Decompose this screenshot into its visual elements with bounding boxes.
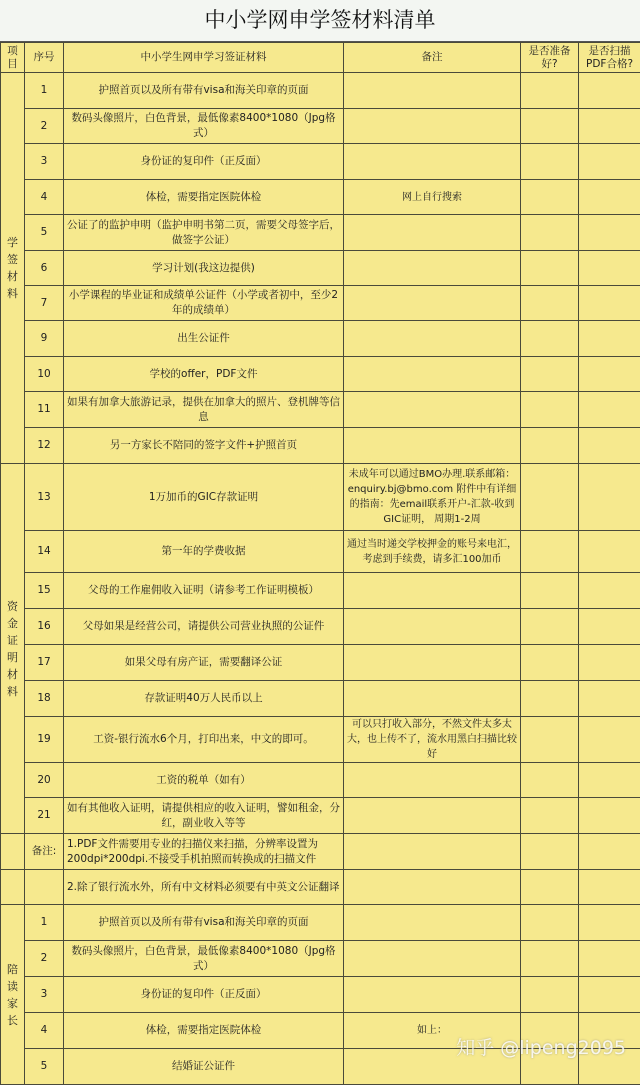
material-cell: 身份证的复印件（正反面） — [64, 144, 344, 180]
row-number: 4 — [25, 1013, 64, 1049]
note-cell — [344, 109, 521, 144]
row-number: 19 — [25, 717, 64, 763]
scanned-checkbox-cell[interactable] — [579, 109, 640, 144]
table-row — [1, 286, 640, 321]
header-category: 项目 — [1, 43, 25, 73]
empty-cell — [521, 834, 579, 870]
table-row — [1, 681, 640, 717]
scanned-checkbox-cell[interactable] — [579, 144, 640, 180]
row-number: 16 — [25, 609, 64, 645]
material-cell: 存款证明40万人民币以上 — [64, 681, 344, 717]
prepared-checkbox-cell[interactable] — [521, 941, 579, 977]
material-cell: 学校的offer，PDF文件 — [64, 357, 344, 392]
scanned-checkbox-cell[interactable] — [579, 215, 640, 251]
material-cell: 第一年的学费收据 — [64, 531, 344, 573]
header-scanned: 是否扫描PDF合格? — [579, 43, 640, 73]
note-cell — [344, 215, 521, 251]
row-number: 13 — [25, 464, 64, 531]
note-cell — [344, 144, 521, 180]
material-cell: 父母如果是经营公司，请提供公司营业执照的公证件 — [64, 609, 344, 645]
material-cell: 如果有加拿大旅游记录，提供在加拿大的照片、登机牌等信息 — [64, 392, 344, 428]
row-number: 20 — [25, 763, 64, 798]
prepared-checkbox-cell[interactable] — [521, 609, 579, 645]
note-cell: 网上自行搜索 — [344, 180, 521, 215]
table-row — [1, 321, 640, 357]
table-row — [1, 905, 640, 941]
empty-cell — [521, 870, 579, 905]
note-cell — [344, 681, 521, 717]
prepared-checkbox-cell[interactable] — [521, 763, 579, 798]
note-cell — [344, 609, 521, 645]
row-number: 18 — [25, 681, 64, 717]
note-cell — [344, 321, 521, 357]
row-number: 14 — [25, 531, 64, 573]
note-cell — [344, 905, 521, 941]
note-cell: 未成年可以通过BMO办理.联系邮箱：enquiry.bj@bmo.com 附件中有详细的指南：先email联系开户-汇款-收到GIC证明， 周期1-2周 — [344, 464, 521, 531]
row-number: 1 — [25, 905, 64, 941]
material-cell: 父母的工作雇佣收入证明（请参考工作证明模板） — [64, 573, 344, 609]
note-cell — [344, 392, 521, 428]
row-number: 5 — [25, 215, 64, 251]
material-cell: 身份证的复印件（正反面） — [64, 977, 344, 1013]
table-row — [1, 717, 640, 763]
prepared-checkbox-cell[interactable] — [521, 144, 579, 180]
scanned-checkbox-cell[interactable] — [579, 531, 640, 573]
note-cell — [344, 977, 521, 1013]
material-cell: 1万加币的GIC存款证明 — [64, 464, 344, 531]
note-cell — [344, 941, 521, 977]
note-cell — [344, 251, 521, 286]
page-title: 中小学网申学签材料清单 — [0, 0, 640, 42]
remark-text: 2.除了银行流水外，所有中文材料必须要有中英文公证翻译 — [64, 870, 344, 905]
material-cell: 学习计划(我这边提供) — [64, 251, 344, 286]
note-cell — [344, 428, 521, 464]
table-row — [1, 798, 640, 834]
row-number: 3 — [25, 977, 64, 1013]
scanned-checkbox-cell[interactable] — [579, 573, 640, 609]
material-cell: 护照首页以及所有带有visa和海关印章的页面 — [64, 905, 344, 941]
row-number: 3 — [25, 144, 64, 180]
material-cell: 另一方家长不陪同的签字文件+护照首页 — [64, 428, 344, 464]
prepared-checkbox-cell[interactable] — [521, 109, 579, 144]
table-row — [1, 609, 640, 645]
table-row — [1, 645, 640, 681]
scanned-checkbox-cell[interactable] — [579, 609, 640, 645]
empty-cell — [344, 870, 521, 905]
note-cell — [344, 798, 521, 834]
row-number: 6 — [25, 251, 64, 286]
prepared-checkbox-cell[interactable] — [521, 645, 579, 681]
empty-cell — [579, 870, 640, 905]
material-cell: 小学课程的毕业证和成绩单公证件（小学或者初中，至少2年的成绩单） — [64, 286, 344, 321]
section-label: 学签材料 — [7, 234, 19, 302]
row-number: 9 — [25, 321, 64, 357]
material-cell: 如果父母有房产证，需要翻译公证 — [64, 645, 344, 681]
table-row — [1, 180, 640, 215]
prepared-checkbox-cell[interactable] — [521, 573, 579, 609]
materials-table — [0, 42, 640, 1085]
row-number: 12 — [25, 428, 64, 464]
row-number: 7 — [25, 286, 64, 321]
row-number: 17 — [25, 645, 64, 681]
table-row — [1, 215, 640, 251]
section-label: 资金证明材料 — [7, 598, 19, 700]
prepared-checkbox-cell[interactable] — [521, 798, 579, 834]
empty-cell — [579, 834, 640, 870]
material-cell: 出生公证件 — [64, 321, 344, 357]
prepared-checkbox-cell[interactable] — [521, 215, 579, 251]
row-number: 15 — [25, 573, 64, 609]
header-row — [1, 43, 640, 73]
table-row — [1, 144, 640, 180]
empty-cell — [344, 834, 521, 870]
scanned-checkbox-cell[interactable] — [579, 977, 640, 1013]
material-cell: 公证了的监护申明（监护申明书第二页，需要父母签字后，做签字公证） — [64, 215, 344, 251]
scanned-checkbox-cell[interactable] — [579, 321, 640, 357]
material-cell: 体检，需要指定医院体检 — [64, 180, 344, 215]
section-funds — [1, 464, 25, 834]
header-material: 中小学生网申学习签证材料 — [64, 43, 344, 73]
empty-cell — [1, 834, 25, 870]
table-row — [1, 392, 640, 428]
scanned-checkbox-cell[interactable] — [579, 464, 640, 531]
scanned-checkbox-cell[interactable] — [579, 357, 640, 392]
table-row — [1, 428, 640, 464]
section-label: 陪读家长 — [7, 961, 19, 1029]
note-cell — [344, 645, 521, 681]
empty-cell — [1, 870, 25, 905]
header-note: 备注 — [344, 43, 521, 73]
prepared-checkbox-cell[interactable] — [521, 321, 579, 357]
remark-text: 1.PDF文件需要用专业的扫描仪来扫描，分辨率设置为200dpi*200dpi.不接受手机拍照而转换成的扫描文件 — [64, 834, 344, 870]
row-number: 10 — [25, 357, 64, 392]
scanned-checkbox-cell[interactable] — [579, 763, 640, 798]
scanned-checkbox-cell[interactable] — [579, 428, 640, 464]
row-number: 5 — [25, 1049, 64, 1085]
prepared-checkbox-cell[interactable] — [521, 251, 579, 286]
section-student-visa — [1, 73, 25, 464]
row-number: 2 — [25, 941, 64, 977]
prepared-checkbox-cell[interactable] — [521, 905, 579, 941]
prepared-checkbox-cell[interactable] — [521, 531, 579, 573]
scanned-checkbox-cell[interactable] — [579, 251, 640, 286]
scanned-checkbox-cell[interactable] — [579, 73, 640, 109]
row-number: 11 — [25, 392, 64, 428]
scanned-checkbox-cell[interactable] — [579, 645, 640, 681]
material-cell: 数码头像照片，白色背景，最低像素8400*1080（Jpg格式） — [64, 109, 344, 144]
prepared-checkbox-cell[interactable] — [521, 73, 579, 109]
row-number: 4 — [25, 180, 64, 215]
material-cell: 工资的税单（如有） — [64, 763, 344, 798]
header-prepared: 是否准备好? — [521, 43, 579, 73]
section-accompanying-parent — [1, 905, 25, 1085]
remark-row — [1, 870, 640, 905]
note-cell — [344, 286, 521, 321]
prepared-checkbox-cell[interactable] — [521, 428, 579, 464]
material-cell: 体检，需要指定医院体检 — [64, 1013, 344, 1049]
note-cell — [344, 357, 521, 392]
watermark: 知乎 @lipeng2095 — [456, 1033, 626, 1060]
row-number: 2 — [25, 109, 64, 144]
scanned-checkbox-cell[interactable] — [579, 681, 640, 717]
table-row — [1, 251, 640, 286]
table-row — [1, 109, 640, 144]
prepared-checkbox-cell[interactable] — [521, 681, 579, 717]
prepared-checkbox-cell[interactable] — [521, 392, 579, 428]
scanned-checkbox-cell[interactable] — [579, 392, 640, 428]
material-cell: 工资-银行流水6个月，打印出来，中文的即可。 — [64, 717, 344, 763]
scanned-checkbox-cell[interactable] — [579, 798, 640, 834]
table-row — [1, 464, 640, 531]
note-cell — [344, 73, 521, 109]
table-row — [1, 357, 640, 392]
note-cell — [344, 573, 521, 609]
prepared-checkbox-cell[interactable] — [521, 286, 579, 321]
table-row — [1, 763, 640, 798]
prepared-checkbox-cell[interactable] — [521, 464, 579, 531]
material-cell: 结婚证公证件 — [64, 1049, 344, 1085]
scanned-checkbox-cell[interactable] — [579, 180, 640, 215]
prepared-checkbox-cell[interactable] — [521, 977, 579, 1013]
material-cell: 如有其他收入证明，请提供相应的收入证明，譬如租金，分红，副业收入等等 — [64, 798, 344, 834]
note-cell: 如上： — [344, 1013, 521, 1049]
scanned-checkbox-cell[interactable] — [579, 717, 640, 763]
header-number: 序号 — [25, 43, 64, 73]
material-cell: 护照首页以及所有带有visa和海关印章的页面 — [64, 73, 344, 109]
table-row — [1, 977, 640, 1013]
scanned-checkbox-cell[interactable] — [579, 941, 640, 977]
scanned-checkbox-cell[interactable] — [579, 905, 640, 941]
scanned-checkbox-cell[interactable] — [579, 286, 640, 321]
note-cell: 可以只打收入部分，不然文件太多太大，也上传不了，流水用黑白扫描比较好 — [344, 717, 521, 763]
table-row — [1, 531, 640, 573]
note-cell: 通过当时递交学校押金的账号来电汇，考虑到手续费，请多汇100加币 — [344, 531, 521, 573]
remarks-label: 备注: — [25, 834, 64, 870]
prepared-checkbox-cell[interactable] — [521, 357, 579, 392]
note-cell — [344, 763, 521, 798]
material-cell: 数码头像照片，白色背景，最低像素8400*1080（Jpg格式） — [64, 941, 344, 977]
row-number: 1 — [25, 73, 64, 109]
table-row — [1, 573, 640, 609]
prepared-checkbox-cell[interactable] — [521, 180, 579, 215]
table-row — [1, 73, 640, 109]
table-row — [1, 941, 640, 977]
remark-row — [1, 834, 640, 870]
row-number: 21 — [25, 798, 64, 834]
empty-cell — [25, 870, 64, 905]
prepared-checkbox-cell[interactable] — [521, 717, 579, 763]
